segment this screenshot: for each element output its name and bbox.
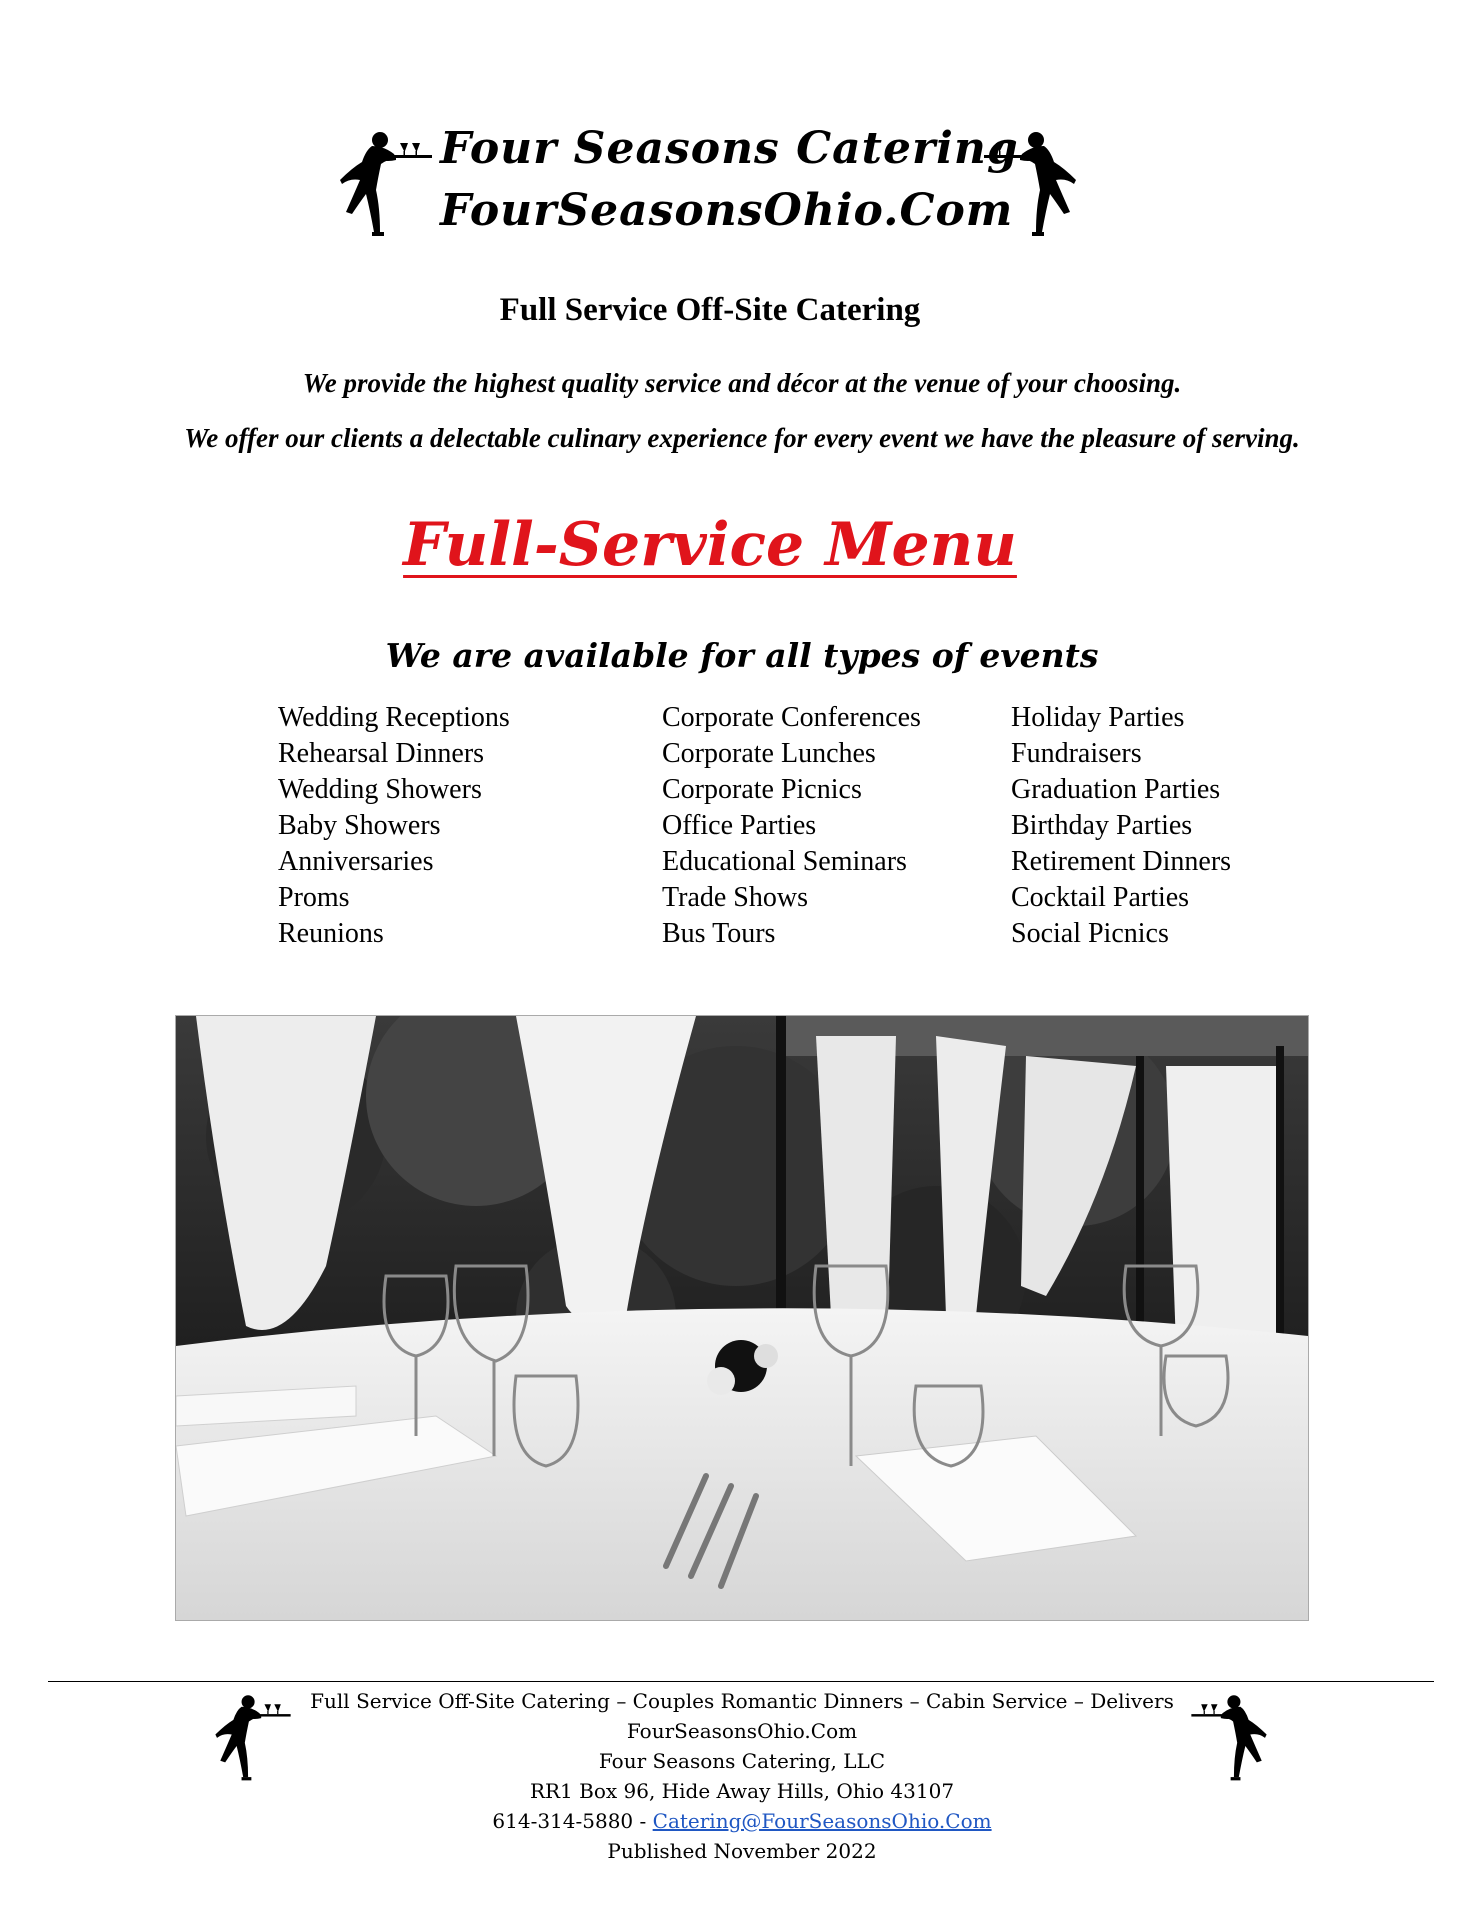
event-item: Retirement Dinners bbox=[1011, 846, 1232, 877]
event-item: Wedding Showers bbox=[278, 774, 482, 805]
event-item: Corporate Lunches bbox=[662, 738, 876, 769]
footer-services: Full Service Off-Site Catering – Couples Romantic Dinners – Cabin Service – Delivers bbox=[310, 1689, 1174, 1713]
brand-name: Four Seasons Catering bbox=[440, 123, 1019, 174]
footer-phone: 614-314-5880 bbox=[492, 1809, 634, 1833]
tagline-quality: We provide the highest quality service and décor at the venue of your choosing. bbox=[302, 368, 1182, 398]
brand-block bbox=[440, 118, 1019, 242]
table-setting-illustration bbox=[176, 1016, 1308, 1620]
event-column bbox=[278, 700, 510, 952]
waiter-icon bbox=[980, 128, 1080, 238]
footer-contact bbox=[0, 1806, 1484, 1836]
event-item: Birthday Parties bbox=[1011, 810, 1193, 841]
event-item: Office Parties bbox=[662, 810, 817, 841]
event-item: Fundraisers bbox=[1011, 738, 1142, 769]
footer-website[interactable]: FourSeasonsOhio.Com bbox=[626, 1719, 858, 1743]
event-column bbox=[1011, 700, 1231, 952]
footer bbox=[0, 1686, 1484, 1866]
event-column bbox=[662, 700, 921, 952]
footer-address: RR1 Box 96, Hide Away Hills, Ohio 43107 bbox=[529, 1779, 955, 1803]
event-item: Bus Tours bbox=[662, 918, 776, 949]
event-item: Social Picnics bbox=[1011, 918, 1169, 949]
event-item: Corporate Conferences bbox=[662, 702, 921, 733]
event-item: Proms bbox=[278, 882, 350, 913]
footer-published: Published November 2022 bbox=[607, 1839, 877, 1863]
event-types-list bbox=[0, 700, 1484, 960]
event-item: Reunions bbox=[278, 918, 384, 949]
email-link[interactable]: Catering@FourSeasonsOhio.Com bbox=[652, 1809, 992, 1833]
table-setting-photo bbox=[175, 1015, 1309, 1621]
event-item: Corporate Picnics bbox=[662, 774, 862, 805]
event-item: Baby Showers bbox=[278, 810, 441, 841]
waiter-icon bbox=[336, 128, 436, 238]
footer-divider bbox=[48, 1681, 1434, 1682]
event-item: Cocktail Parties bbox=[1011, 882, 1190, 913]
event-item: Trade Shows bbox=[662, 882, 808, 913]
service-subtitle: Full Service Off-Site Catering bbox=[499, 292, 921, 328]
event-item: Holiday Parties bbox=[1011, 702, 1185, 733]
event-item: Rehearsal Dinners bbox=[278, 738, 485, 769]
brand-site: FourSeasonsOhio.Com bbox=[440, 185, 1014, 236]
event-item: Anniversaries bbox=[278, 846, 434, 877]
tagline-experience: We offer our clients a delectable culinary experience for every event we have the pleasure of serving. bbox=[184, 423, 1300, 453]
event-item: Wedding Receptions bbox=[278, 702, 510, 733]
header bbox=[0, 118, 1484, 248]
footer-company: Four Seasons Catering, LLC bbox=[598, 1749, 886, 1773]
events-heading: We are available for all types of events bbox=[385, 636, 1099, 675]
menu-title: Full-Service Menu bbox=[403, 510, 1017, 580]
contact-separator: - bbox=[633, 1809, 653, 1833]
event-item: Graduation Parties bbox=[1011, 774, 1221, 805]
event-item: Educational Seminars bbox=[662, 846, 907, 877]
